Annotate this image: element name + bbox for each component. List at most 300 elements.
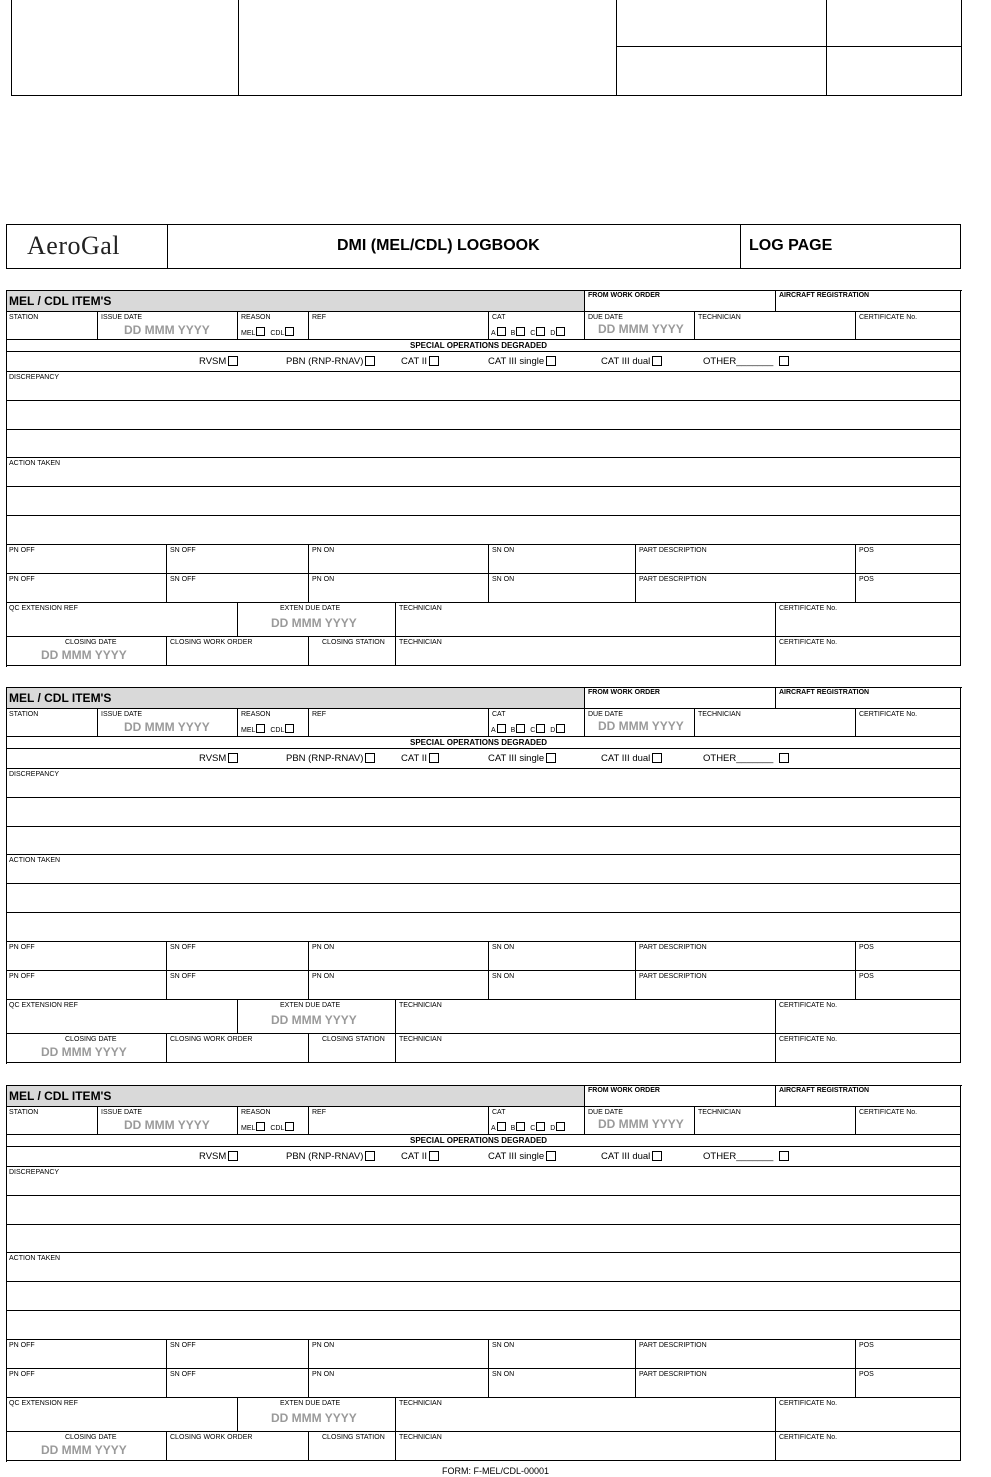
field-label: TECHNICIAN — [698, 1109, 741, 1116]
date-placeholder: DD MMM YYYY — [271, 1013, 357, 1027]
certificate-field[interactable] — [856, 1107, 961, 1135]
mel-label: MEL — [241, 727, 256, 734]
field-label: SN OFF — [170, 576, 196, 583]
field-label: DUE DATE — [588, 1109, 623, 1116]
field-label: PN ON — [312, 576, 335, 583]
exten-due-date-field[interactable] — [238, 603, 396, 637]
special-ops-row — [6, 1147, 961, 1167]
cat-field — [489, 1107, 585, 1135]
action-taken-field[interactable] — [6, 458, 961, 487]
cat-a-label: A — [491, 1125, 496, 1132]
field-label: PN ON — [312, 944, 335, 951]
field-label: SN OFF — [170, 547, 196, 554]
discrepancy-field[interactable] — [6, 1167, 961, 1196]
pos-field[interactable] — [856, 574, 961, 603]
cat-b-label: B — [510, 727, 516, 734]
divider — [167, 225, 168, 268]
field-label: EXTEN DUE DATE — [280, 1002, 341, 1009]
field-label: QC EXTENSION REF — [9, 1400, 78, 1407]
due-date-field[interactable] — [585, 709, 695, 737]
discrepancy-line[interactable] — [6, 1196, 961, 1225]
field-label: STATION — [9, 711, 39, 718]
cdl-label: CDL — [270, 727, 285, 734]
field-label: TECHNICIAN — [399, 1002, 442, 1009]
cat-d-checkbox[interactable] — [556, 724, 565, 733]
cat2-label: CAT II — [401, 753, 428, 764]
certificate-field[interactable] — [776, 1034, 961, 1063]
form-number: FORM: F-MEL/CDL-00001 — [441, 1466, 550, 1476]
field-label: TECHNICIAN — [399, 1434, 442, 1441]
cat-d-label: D — [550, 330, 556, 337]
field-label: TECHNICIAN — [698, 314, 741, 321]
technician-field[interactable] — [396, 1034, 776, 1063]
cat-b-checkbox[interactable] — [516, 724, 525, 733]
cdl-label: CDL — [270, 1125, 285, 1132]
field-label: CERTIFICATE No. — [779, 1036, 838, 1043]
field-label: SN ON — [492, 944, 515, 951]
sn-on-field[interactable] — [489, 1369, 636, 1398]
sn-on-field[interactable] — [489, 942, 636, 971]
sn-off-field[interactable] — [167, 545, 309, 574]
field-label: PART DESCRIPTION — [639, 944, 707, 951]
field-label: ISSUE DATE — [101, 711, 143, 718]
closing-station-field[interactable] — [309, 1432, 396, 1461]
date-placeholder: DD MMM YYYY — [124, 720, 210, 734]
field-label: SN ON — [492, 1371, 515, 1378]
cat-d-checkbox[interactable] — [556, 327, 565, 336]
station-field[interactable] — [6, 1107, 98, 1135]
ref-field[interactable] — [309, 709, 489, 737]
field-label: DISCREPANCY — [9, 1169, 60, 1176]
special-ops-row — [6, 749, 961, 769]
cat-a-checkbox[interactable] — [497, 327, 506, 336]
pos-field[interactable] — [856, 971, 961, 1000]
reason-options — [241, 724, 297, 734]
sn-on-field[interactable] — [489, 1340, 636, 1369]
station-field[interactable] — [6, 709, 98, 737]
section-title: MEL / CDL ITEM'S — [9, 1089, 112, 1103]
cat-c-label: C — [530, 330, 536, 337]
field-label: EXTEN DUE DATE — [280, 605, 341, 612]
field-label: SN OFF — [170, 1342, 196, 1349]
cat-c-checkbox[interactable] — [536, 724, 545, 733]
technician-field[interactable] — [396, 1432, 776, 1461]
part-description-field[interactable] — [636, 574, 856, 603]
special-ops-header — [6, 737, 961, 749]
field-label: PN ON — [312, 1342, 335, 1349]
cat-a-checkbox[interactable] — [497, 724, 506, 733]
field-label: CERTIFICATE No. — [779, 1434, 838, 1441]
field-label: SN OFF — [170, 944, 196, 951]
closing-work-order-field[interactable] — [167, 1432, 309, 1461]
part-description-field[interactable] — [636, 1340, 856, 1369]
action-taken-line[interactable] — [6, 913, 961, 942]
field-label: STATION — [9, 314, 39, 321]
pn-off-field[interactable] — [6, 574, 167, 603]
technician-field[interactable] — [695, 709, 856, 737]
cat-d-checkbox[interactable] — [556, 1122, 565, 1131]
top-header-box — [11, 0, 962, 96]
aircraft-registration-field[interactable] — [776, 1085, 961, 1107]
cat-d-label: D — [550, 727, 556, 734]
field-label: PN ON — [312, 1371, 335, 1378]
pbn-label: PBN (RNP-RNAV) — [286, 753, 364, 764]
cat-a-label: A — [491, 330, 496, 337]
cat2-label: CAT II — [401, 356, 428, 367]
station-field[interactable] — [6, 312, 98, 340]
field-label: CERTIFICATE No. — [779, 605, 838, 612]
pn-off-field[interactable] — [6, 545, 167, 574]
closing-date-field[interactable] — [6, 637, 167, 666]
field-label: EXTEN DUE DATE — [280, 1400, 341, 1407]
certificate-field[interactable] — [776, 1432, 961, 1461]
cat-b-checkbox[interactable] — [516, 1122, 525, 1131]
issue-date-field[interactable] — [98, 1107, 238, 1135]
divider — [826, 0, 827, 95]
action-taken-line[interactable] — [6, 884, 961, 913]
cat-a-label: A — [491, 727, 496, 734]
discrepancy-line[interactable] — [6, 798, 961, 827]
closing-work-order-field[interactable] — [167, 637, 309, 666]
cat-options — [491, 724, 568, 734]
issue-date-field[interactable] — [98, 312, 238, 340]
mel-cdl-item-section — [6, 687, 961, 1063]
pn-off-field[interactable] — [6, 971, 167, 1000]
rvsm-label: RVSM — [199, 1151, 227, 1162]
divider — [616, 0, 617, 95]
action-taken-field[interactable] — [6, 1253, 961, 1282]
field-label: ACTION TAKEN — [9, 1255, 61, 1262]
aircraft-registration-field[interactable] — [776, 687, 961, 709]
ref-field[interactable] — [309, 1107, 489, 1135]
field-label: AIRCRAFT REGISTRATION — [779, 1087, 870, 1094]
field-label: PART DESCRIPTION — [639, 1342, 707, 1349]
field-label: FROM WORK ORDER — [588, 1087, 660, 1094]
cat-c-label: C — [530, 1125, 536, 1132]
field-label: DISCREPANCY — [9, 374, 60, 381]
cat-c-checkbox[interactable] — [536, 1122, 545, 1131]
field-label: QC EXTENSION REF — [9, 1002, 78, 1009]
sn-off-field[interactable] — [167, 942, 309, 971]
field-label: PN OFF — [9, 1371, 35, 1378]
company-logo: AeroGal — [27, 231, 121, 260]
field-label: REASON — [241, 711, 271, 718]
field-label: POS — [859, 547, 874, 554]
field-label: TECHNICIAN — [698, 711, 741, 718]
pn-on-field[interactable] — [309, 545, 489, 574]
field-label: ACTION TAKEN — [9, 460, 61, 467]
cat-c-checkbox[interactable] — [536, 327, 545, 336]
rvsm-label: RVSM — [199, 753, 227, 764]
certificate-field[interactable] — [776, 1000, 961, 1034]
action-taken-field[interactable] — [6, 855, 961, 884]
field-label: TECHNICIAN — [399, 639, 442, 646]
special-ops-title: SPECIAL OPERATIONS DEGRADED — [410, 341, 548, 350]
cat-options — [491, 1122, 568, 1132]
qc-extension-ref-field[interactable] — [6, 1398, 238, 1432]
date-placeholder: DD MMM YYYY — [271, 1411, 357, 1425]
cat3-dual-label: CAT III dual — [601, 1151, 651, 1162]
cat-options — [491, 327, 568, 337]
section-title: MEL / CDL ITEM'S — [9, 691, 112, 705]
field-label: REASON — [241, 314, 271, 321]
pn-off-field[interactable] — [6, 942, 167, 971]
field-label: CLOSING STATION — [322, 1434, 385, 1441]
date-placeholder: DD MMM YYYY — [598, 719, 684, 733]
field-label: AIRCRAFT REGISTRATION — [779, 292, 870, 299]
technician-field[interactable] — [396, 1000, 776, 1034]
field-label: ACTION TAKEN — [9, 857, 61, 864]
field-label: CLOSING WORK ORDER — [170, 639, 253, 646]
field-label: PN OFF — [9, 973, 35, 980]
field-label: CLOSING DATE — [65, 1434, 117, 1441]
field-label: CERTIFICATE No. — [779, 639, 838, 646]
field-label: CLOSING WORK ORDER — [170, 1434, 253, 1441]
field-label: PART DESCRIPTION — [639, 576, 707, 583]
field-label: QC EXTENSION REF — [9, 605, 78, 612]
field-label: POS — [859, 973, 874, 980]
discrepancy-line[interactable] — [6, 430, 961, 458]
reason-field — [238, 1107, 309, 1135]
field-label: DISCREPANCY — [9, 771, 60, 778]
sn-off-field[interactable] — [167, 1369, 309, 1398]
part-description-field[interactable] — [636, 545, 856, 574]
from-work-order-field[interactable] — [585, 290, 776, 312]
special-ops-row — [6, 352, 961, 372]
field-label: STATION — [9, 1109, 39, 1116]
cat3-dual-label: CAT III dual — [601, 753, 651, 764]
field-label: TECHNICIAN — [399, 1400, 442, 1407]
pn-on-field[interactable] — [309, 1340, 489, 1369]
cat-d-label: D — [550, 1125, 556, 1132]
part-description-field[interactable] — [636, 1369, 856, 1398]
cat-a-checkbox[interactable] — [497, 1122, 506, 1131]
exten-due-date-field[interactable] — [238, 1000, 396, 1034]
cat-field — [489, 312, 585, 340]
field-label: PN OFF — [9, 547, 35, 554]
page-title: DMI (MEL/CDL) LOGBOOK — [337, 237, 540, 254]
field-label: PART DESCRIPTION — [639, 547, 707, 554]
technician-field[interactable] — [695, 312, 856, 340]
section-header — [6, 1085, 585, 1107]
field-label: FROM WORK ORDER — [588, 689, 660, 696]
mel-checkbox[interactable] — [256, 724, 265, 733]
cat-b-label: B — [510, 1125, 516, 1132]
due-date-field[interactable] — [585, 312, 695, 340]
date-placeholder: DD MMM YYYY — [598, 1117, 684, 1131]
certificate-field[interactable] — [776, 603, 961, 637]
field-label: POS — [859, 1371, 874, 1378]
cat3-single-label: CAT III single — [488, 1151, 545, 1162]
special-ops-title: SPECIAL OPERATIONS DEGRADED — [410, 738, 548, 747]
closing-date-field[interactable] — [6, 1432, 167, 1461]
mel-cdl-item-section — [6, 290, 961, 666]
reason-field — [238, 312, 309, 340]
discrepancy-line[interactable] — [6, 401, 961, 430]
action-taken-line[interactable] — [6, 1282, 961, 1311]
part-description-field[interactable] — [636, 971, 856, 1000]
field-label: AIRCRAFT REGISTRATION — [779, 689, 870, 696]
field-label: CERTIFICATE No. — [859, 711, 918, 718]
pn-off-field[interactable] — [6, 1340, 167, 1369]
action-taken-line[interactable] — [6, 516, 961, 545]
pn-on-field[interactable] — [309, 942, 489, 971]
log-page-label: LOG PAGE — [749, 237, 833, 254]
mel-checkbox[interactable] — [256, 1122, 265, 1131]
field-label: PN ON — [312, 547, 335, 554]
mel-label: MEL — [241, 1125, 256, 1132]
pn-on-field[interactable] — [309, 1369, 489, 1398]
action-taken-line[interactable] — [6, 1311, 961, 1340]
cat-c-label: C — [530, 727, 536, 734]
from-work-order-field[interactable] — [585, 687, 776, 709]
field-label: POS — [859, 944, 874, 951]
ref-field[interactable] — [309, 312, 489, 340]
qc-extension-ref-field[interactable] — [6, 603, 238, 637]
field-label: PN OFF — [9, 576, 35, 583]
other-label: OTHER_______ — [703, 1151, 774, 1162]
section-title: MEL / CDL ITEM'S — [9, 294, 112, 308]
field-label: SN OFF — [170, 973, 196, 980]
due-date-field[interactable] — [585, 1107, 695, 1135]
sn-on-field[interactable] — [489, 971, 636, 1000]
reason-options — [241, 1122, 297, 1132]
pbn-label: PBN (RNP-RNAV) — [286, 356, 364, 367]
closing-station-field[interactable] — [309, 1034, 396, 1063]
date-placeholder: DD MMM YYYY — [598, 322, 684, 336]
cat3-single-label: CAT III single — [488, 753, 545, 764]
exten-due-date-field[interactable] — [238, 1398, 396, 1432]
field-label: SN OFF — [170, 1371, 196, 1378]
pos-field[interactable] — [856, 942, 961, 971]
cdl-checkbox[interactable] — [285, 724, 294, 733]
pn-on-field[interactable] — [309, 574, 489, 603]
cat-b-checkbox[interactable] — [516, 327, 525, 336]
field-label: CAT — [492, 314, 506, 321]
pos-field[interactable] — [856, 1340, 961, 1369]
sn-off-field[interactable] — [167, 971, 309, 1000]
field-label: SN ON — [492, 547, 515, 554]
date-placeholder: DD MMM YYYY — [124, 1118, 210, 1132]
field-label: POS — [859, 576, 874, 583]
field-label: CLOSING STATION — [322, 1036, 385, 1043]
sn-on-field[interactable] — [489, 574, 636, 603]
rvsm-label: RVSM — [199, 356, 227, 367]
closing-work-order-field[interactable] — [167, 1034, 309, 1063]
field-label: CERTIFICATE No. — [779, 1400, 838, 1407]
from-work-order-field[interactable] — [585, 1085, 776, 1107]
cat2-label: CAT II — [401, 1151, 428, 1162]
technician-field[interactable] — [396, 603, 776, 637]
closing-date-field[interactable] — [6, 1034, 167, 1063]
date-placeholder: DD MMM YYYY — [41, 1045, 127, 1059]
field-label: TECHNICIAN — [399, 605, 442, 612]
cdl-checkbox[interactable] — [285, 1122, 294, 1131]
field-label: REF — [312, 314, 326, 321]
field-label: CAT — [492, 1109, 506, 1116]
discrepancy-field[interactable] — [6, 769, 961, 798]
closing-station-field[interactable] — [309, 637, 396, 666]
field-label: REF — [312, 1109, 326, 1116]
sn-off-field[interactable] — [167, 1340, 309, 1369]
field-label: CLOSING DATE — [65, 1036, 117, 1043]
mel-checkbox[interactable] — [256, 327, 265, 336]
aircraft-registration-field[interactable] — [776, 290, 961, 312]
other-label: OTHER_______ — [703, 356, 774, 367]
technician-field[interactable] — [695, 1107, 856, 1135]
qc-extension-ref-field[interactable] — [6, 1000, 238, 1034]
certificate-field[interactable] — [856, 312, 961, 340]
discrepancy-field[interactable] — [6, 372, 961, 401]
special-ops-header — [6, 340, 961, 352]
divider — [740, 225, 741, 268]
technician-field[interactable] — [396, 637, 776, 666]
field-label: POS — [859, 1342, 874, 1349]
other-label: OTHER_______ — [703, 753, 774, 764]
field-label: REF — [312, 711, 326, 718]
date-placeholder: DD MMM YYYY — [271, 616, 357, 630]
section-header — [6, 290, 585, 312]
field-label: PN ON — [312, 973, 335, 980]
cdl-checkbox[interactable] — [285, 327, 294, 336]
field-label: TECHNICIAN — [399, 1036, 442, 1043]
field-label: CERTIFICATE No. — [779, 1002, 838, 1009]
cdl-label: CDL — [270, 330, 285, 337]
pbn-label: PBN (RNP-RNAV) — [286, 1151, 364, 1162]
field-label: CLOSING STATION — [322, 639, 385, 646]
field-label: PN OFF — [9, 944, 35, 951]
issue-date-field[interactable] — [98, 709, 238, 737]
field-label: CERTIFICATE No. — [859, 1109, 918, 1116]
field-label: PN OFF — [9, 1342, 35, 1349]
pos-field[interactable] — [856, 1369, 961, 1398]
field-label: SN ON — [492, 576, 515, 583]
cat3-single-label: CAT III single — [488, 356, 545, 367]
mel-cdl-item-section — [6, 1085, 961, 1461]
discrepancy-line[interactable] — [6, 827, 961, 855]
mel-label: MEL — [241, 330, 256, 337]
cat3-dual-label: CAT III dual — [601, 356, 651, 367]
divider — [238, 0, 239, 95]
certificate-field[interactable] — [776, 637, 961, 666]
field-label: ISSUE DATE — [101, 314, 143, 321]
field-label: SN ON — [492, 973, 515, 980]
certificate-field[interactable] — [776, 1398, 961, 1432]
field-label: PART DESCRIPTION — [639, 1371, 707, 1378]
field-label: PART DESCRIPTION — [639, 973, 707, 980]
field-label: ISSUE DATE — [101, 1109, 143, 1116]
pn-on-field[interactable] — [309, 971, 489, 1000]
section-header — [6, 687, 585, 709]
pn-off-field[interactable] — [6, 1369, 167, 1398]
field-label: CERTIFICATE No. — [859, 314, 918, 321]
sn-on-field[interactable] — [489, 545, 636, 574]
field-label: FROM WORK ORDER — [588, 292, 660, 299]
part-description-field[interactable] — [636, 942, 856, 971]
date-placeholder: DD MMM YYYY — [124, 323, 210, 337]
sn-off-field[interactable] — [167, 574, 309, 603]
field-label: CLOSING WORK ORDER — [170, 1036, 253, 1043]
field-label: CLOSING DATE — [65, 639, 117, 646]
date-placeholder: DD MMM YYYY — [41, 1443, 127, 1457]
discrepancy-line[interactable] — [6, 1225, 961, 1253]
action-taken-line[interactable] — [6, 487, 961, 516]
certificate-field[interactable] — [856, 709, 961, 737]
technician-field[interactable] — [396, 1398, 776, 1432]
cat-field — [489, 709, 585, 737]
cat-b-label: B — [510, 330, 516, 337]
pos-field[interactable] — [856, 545, 961, 574]
